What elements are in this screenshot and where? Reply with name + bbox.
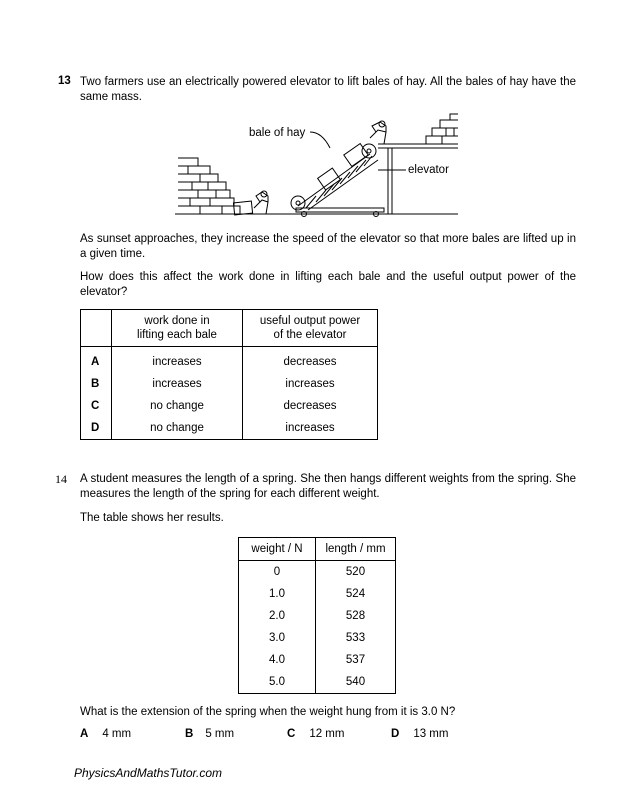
table-cell: increases xyxy=(243,417,378,440)
bale-on-elevator-2 xyxy=(344,144,368,167)
table-row xyxy=(239,605,396,627)
option-b: B 5 mm xyxy=(185,728,235,740)
question-13-answer-table xyxy=(80,309,378,440)
table-cell: 520 xyxy=(316,561,396,584)
table-header-row xyxy=(81,310,378,347)
upper-platform xyxy=(378,144,458,214)
farmer-top xyxy=(370,121,386,144)
question-13-para-2: How does this affect the work done in lifting each bale and the useful output power of the elevator? xyxy=(80,271,576,298)
table-row xyxy=(239,649,396,671)
table-row xyxy=(239,627,396,649)
table-row xyxy=(239,671,396,694)
table-cell: increases xyxy=(243,373,378,395)
left-bale-stack xyxy=(178,158,240,214)
farmer-bottom xyxy=(254,191,268,214)
elevator-frame xyxy=(291,144,384,217)
bale-on-ground xyxy=(233,201,252,215)
option-letter: C xyxy=(81,395,112,417)
question-14-number: 14 xyxy=(55,472,67,486)
table-header-cell: work done in lifting each bale xyxy=(112,310,243,347)
table-header-cell: useful output power of the elevator xyxy=(243,310,378,347)
table-cell: 540 xyxy=(316,671,396,694)
table-row xyxy=(239,583,396,605)
table-cell: 5.0 xyxy=(239,671,316,694)
question-14-prompt: What is the extension of the spring when the weight hung from it is 3.0 N? xyxy=(80,706,456,718)
question-13-number: 13 xyxy=(58,75,71,87)
table-row xyxy=(81,347,378,374)
option-a: A 4 mm xyxy=(80,728,132,740)
table-cell: 528 xyxy=(316,605,396,627)
table-cell: decreases xyxy=(243,347,378,374)
label-bale-of-hay: bale of hay xyxy=(249,127,306,139)
table-row xyxy=(81,373,378,395)
table-cell: no change xyxy=(112,395,243,417)
table-cell: 537 xyxy=(316,649,396,671)
table-cell: 3.0 xyxy=(239,627,316,649)
footer-site-name: PhysicsAndMathsTutor.com xyxy=(74,766,223,780)
option-d: D 13 mm xyxy=(391,728,449,740)
option-letter: B xyxy=(81,373,112,395)
table-cell: 533 xyxy=(316,627,396,649)
bale-on-elevator-1 xyxy=(318,168,341,190)
question-13-intro: Two farmers use an electrically powered elevator to lift bales of hay. All the bales of hay have the same mass. xyxy=(80,76,576,103)
upper-bale-stack xyxy=(426,114,458,144)
label-elevator: elevator xyxy=(408,164,449,176)
table-row xyxy=(81,395,378,417)
bale-label-line xyxy=(310,132,330,148)
table-header-cell: length / mm xyxy=(316,538,396,561)
table-row xyxy=(81,417,378,440)
table-header-cell xyxy=(81,310,112,347)
table-cell: 1.0 xyxy=(239,583,316,605)
option-letter: A xyxy=(81,347,112,374)
question-13-para-1: As sunset approaches, they increase the speed of the elevator so that more bales are lifted up in a given time. xyxy=(80,233,576,260)
question-14-intro: A student measures the length of a spring. She then hangs different weights from the spring. She measures the length of the spring for each different weight. xyxy=(80,473,576,500)
spring-results-table xyxy=(238,537,396,694)
table-cell: increases xyxy=(112,373,243,395)
table-row xyxy=(239,561,396,584)
table-header-cell: weight / N xyxy=(239,538,316,561)
table-cell: 4.0 xyxy=(239,649,316,671)
table-cell: 524 xyxy=(316,583,396,605)
option-c: C 12 mm xyxy=(287,728,345,740)
table-header-row xyxy=(239,538,396,561)
table-cell: decreases xyxy=(243,395,378,417)
table-cell: 2.0 xyxy=(239,605,316,627)
table-cell: 0 xyxy=(239,561,316,584)
table-cell: no change xyxy=(112,417,243,440)
option-letter: D xyxy=(81,417,112,440)
table-cell: increases xyxy=(112,347,243,374)
question-14-table-intro: The table shows her results. xyxy=(80,512,224,524)
